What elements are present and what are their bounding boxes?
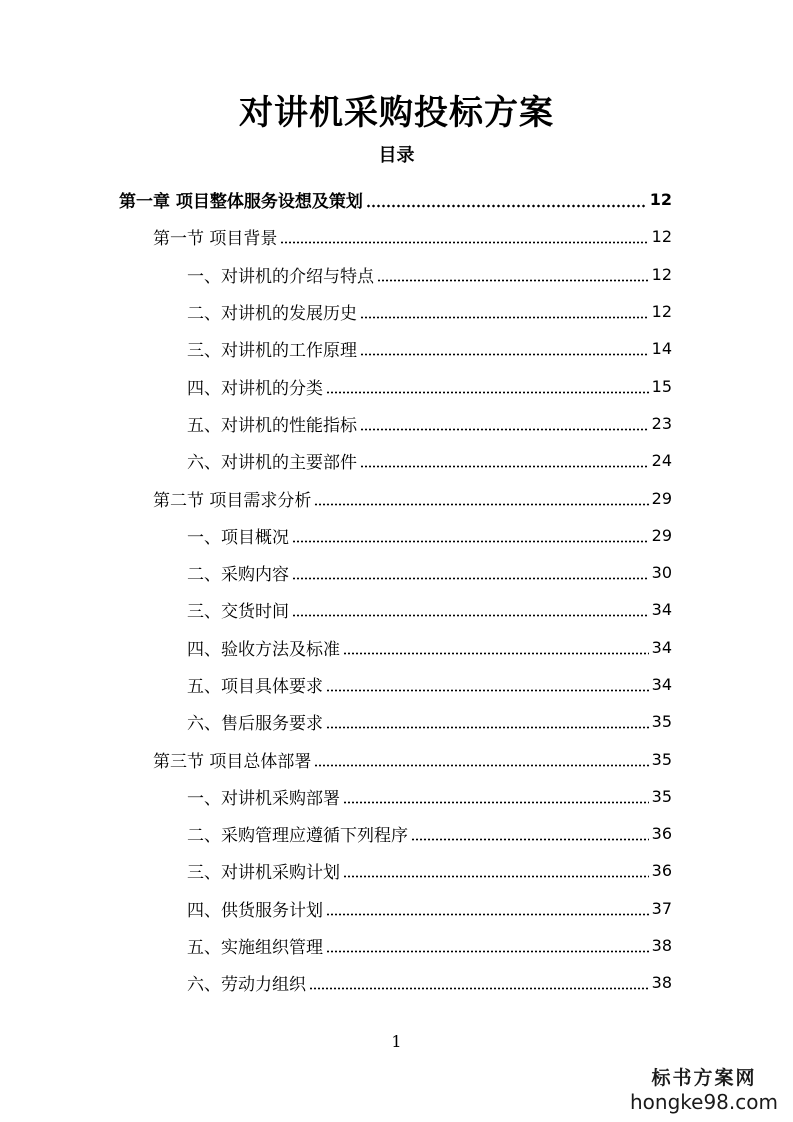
toc-entry[interactable] xyxy=(0,852,793,889)
toc-entry-page: 35 xyxy=(651,749,672,769)
toc-entry-page: 12 xyxy=(651,302,672,322)
toc-entry-page: 14 xyxy=(651,339,672,359)
toc-entry[interactable] xyxy=(0,815,793,852)
toc-entry[interactable] xyxy=(0,890,793,927)
toc-dot-leader xyxy=(292,540,649,543)
toc-entry[interactable] xyxy=(0,554,793,591)
toc-dot-leader xyxy=(280,241,648,244)
toc-dot-leader xyxy=(377,279,649,282)
table-of-contents xyxy=(0,181,793,1002)
toc-dot-leader xyxy=(326,726,649,729)
toc-dot-leader xyxy=(360,428,649,431)
watermark-url: hongke98.com xyxy=(630,1090,778,1114)
toc-entry[interactable] xyxy=(0,479,793,516)
toc-entry-page: 38 xyxy=(651,936,672,956)
toc-entry[interactable] xyxy=(0,591,793,628)
toc-entry[interactable] xyxy=(0,927,793,964)
toc-dot-leader xyxy=(314,764,648,767)
toc-entry-label: 五、对讲机的性能指标 xyxy=(187,415,357,436)
toc-entry-page: 15 xyxy=(651,376,672,396)
toc-dot-leader xyxy=(292,577,649,580)
toc-dot-leader xyxy=(366,204,647,208)
toc-entry[interactable] xyxy=(0,218,793,255)
toc-entry-label: 二、采购管理应遵循下列程序 xyxy=(187,826,408,847)
toc-entry-page: 34 xyxy=(651,637,672,657)
toc-dot-leader xyxy=(411,838,649,841)
toc-entry[interactable] xyxy=(0,442,793,479)
toc-heading: 目录 xyxy=(378,145,415,166)
toc-dot-leader xyxy=(326,689,649,692)
toc-entry-page: 38 xyxy=(651,973,672,993)
toc-entry-label: 二、对讲机的发展历史 xyxy=(187,304,357,325)
toc-dot-leader xyxy=(360,353,649,356)
toc-entry-page: 35 xyxy=(651,786,672,806)
toc-entry-label: 第三节 项目总体部署 xyxy=(153,751,312,772)
toc-entry-page: 29 xyxy=(651,488,672,508)
toc-entry-page: 12 xyxy=(649,190,672,210)
toc-entry[interactable] xyxy=(0,778,793,815)
toc-entry-label: 一、对讲机采购部署 xyxy=(187,788,340,809)
toc-entry[interactable] xyxy=(0,367,793,404)
toc-entry-label: 五、项目具体要求 xyxy=(187,677,323,697)
toc-entry-label: 一、对讲机的介绍与特点 xyxy=(187,266,374,287)
watermark-logo xyxy=(629,1066,779,1114)
toc-entry-label: 四、验收方法及标准 xyxy=(187,639,340,660)
toc-entry-label: 四、对讲机的分类 xyxy=(187,378,323,399)
toc-entry-page: 29 xyxy=(651,525,672,545)
toc-entry-label: 六、售后服务要求 xyxy=(187,714,323,735)
toc-entry-page: 34 xyxy=(651,600,672,620)
toc-entry-label: 三、交货时间 xyxy=(187,602,289,623)
toc-entry-page: 36 xyxy=(651,861,672,881)
toc-dot-leader xyxy=(326,391,649,394)
toc-dot-leader xyxy=(326,913,649,916)
toc-entry-page: 24 xyxy=(651,451,672,471)
toc-dot-leader xyxy=(314,503,648,506)
page-number: 1 xyxy=(391,1032,402,1051)
watermark-name: 标书方案网 xyxy=(651,1067,757,1089)
toc-entry[interactable] xyxy=(0,405,793,442)
toc-entry-label: 二、采购内容 xyxy=(187,565,289,586)
toc-dot-leader xyxy=(343,652,649,655)
toc-entry-label: 四、供货服务计划 xyxy=(187,900,323,921)
toc-entry-label: 五、实施组织管理 xyxy=(187,938,323,959)
toc-entry-page: 34 xyxy=(651,675,672,694)
toc-dot-leader xyxy=(309,987,649,990)
toc-entry[interactable] xyxy=(0,703,793,740)
toc-entry-label: 一、项目概况 xyxy=(187,527,289,548)
toc-entry[interactable] xyxy=(0,666,793,703)
toc-entry-page: 23 xyxy=(651,413,672,433)
toc-entry-label: 第一章 项目整体服务设想及策划 xyxy=(119,192,363,213)
toc-entry[interactable] xyxy=(0,740,793,777)
toc-entry-page: 12 xyxy=(651,227,672,247)
toc-entry-label: 三、对讲机采购计划 xyxy=(187,863,340,884)
toc-entry[interactable] xyxy=(0,181,793,218)
toc-dot-leader xyxy=(343,801,649,804)
toc-dot-leader xyxy=(292,614,649,617)
toc-entry[interactable] xyxy=(0,256,793,293)
toc-entry[interactable] xyxy=(0,629,793,666)
document-title: 对讲机采购投标方案 xyxy=(239,93,554,133)
toc-entry-label: 六、劳动力组织 xyxy=(187,975,306,996)
toc-entry-label: 第二节 项目需求分析 xyxy=(153,490,312,511)
toc-entry[interactable] xyxy=(0,964,793,1001)
toc-entry[interactable] xyxy=(0,330,793,367)
toc-entry-label: 第一节 项目背景 xyxy=(153,229,278,250)
toc-entry-page: 30 xyxy=(651,563,672,583)
toc-entry-label: 六、对讲机的主要部件 xyxy=(187,453,357,474)
toc-dot-leader xyxy=(343,875,649,878)
toc-entry[interactable] xyxy=(0,293,793,330)
toc-entry-page: 12 xyxy=(651,264,672,284)
toc-dot-leader xyxy=(360,465,649,468)
toc-entry[interactable] xyxy=(0,517,793,554)
toc-entry-label: 三、对讲机的工作原理 xyxy=(187,341,357,362)
toc-dot-leader xyxy=(360,316,649,319)
toc-entry-page: 37 xyxy=(651,898,672,918)
toc-entry-page: 35 xyxy=(651,712,672,732)
toc-entry-page: 36 xyxy=(651,824,672,844)
toc-dot-leader xyxy=(326,950,649,953)
